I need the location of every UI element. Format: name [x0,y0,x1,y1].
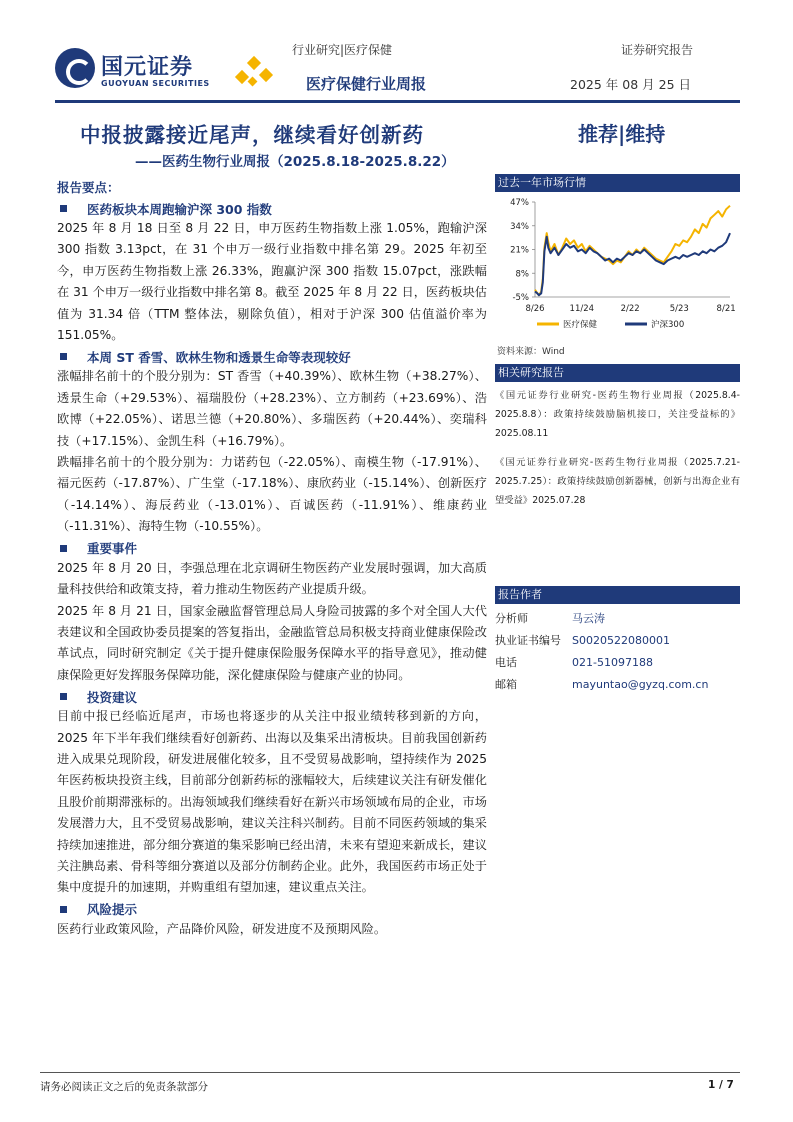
main-content [57,178,487,940]
author-heading: 报告作者 [495,586,740,604]
section-title: 风险提示 [87,902,138,918]
author-row [495,652,740,674]
report-title: 中报披露接近尾声，继续看好创新药 [80,123,424,147]
author-row [495,674,740,696]
x-tick-label: 8/21 [716,304,736,314]
report-author [495,586,740,696]
series-line [535,206,730,296]
author-field-label: 电话 [495,656,517,669]
legend-label: 沪深300 [651,320,685,330]
market-performance-chart [495,192,740,338]
logo-text-cn: 国元证券 [101,55,194,80]
author-phone: 021-51097188 [572,656,653,669]
section-title: 医药板块本周跑输沪深 300 指数 [87,201,272,217]
x-tick-label: 11/24 [569,304,595,314]
section-paragraph: 跌幅排名前十的个股分别为：力诺药包（-22.05%）、南模生物（-17.91%）、福元医药（-17.87%）、广生堂（-17.18%）、康欣药业（-15.14%）、创新医疗（-14.14%）、海辰药业（-13.01%）、百诚医药（-11.91%）、维康药业（-11.31%）、海特生物（-10.55%）。 [57,455,487,534]
section-title: 投资建议 [87,689,138,705]
company-logo [55,48,275,94]
author-name: 马云涛 [572,612,605,625]
report-date: 2025 年 08 月 25 日 [570,77,691,92]
section-title: 本周 ST 香雪、欧林生物和透景生命等表现较好 [87,349,351,365]
section-paragraph: 2025 年 8 月 18 日至 8 月 22 日，申万医药生物指数上涨 1.05%，跑输沪深 300 指数 3.13pct，在 31 个申万一级行业指数中排名第 29。2025 年初至今，申万医药生物指数上涨 26.33%，跑赢沪深 300 指数 15.07pct，涨跌幅在 31 个申万一级行业指数中排名第 8。截至 2025 年 8 月 22 日，医药板块估值为 31.34 倍（TTM 整体法，剔除负值），相对于沪深 300 估值溢价率为 151.05%。 [57,221,487,343]
report-series-title: 医疗保健行业周报 [306,75,427,93]
author-license: S0020522080001 [572,634,670,647]
y-tick-label: -5% [512,293,529,303]
y-tick-label: 34% [510,221,529,232]
logo-stars-icon [235,54,275,90]
chart-heading: 过去一年市场行情 [495,174,740,192]
square-bullet-icon [60,205,67,212]
footer-disclaimer: 请务必阅读正文之后的免责条款部分 [40,1081,208,1093]
x-tick-label: 2/22 [620,304,640,314]
logo-mark-icon [55,48,95,88]
section-paragraph: 目前中报已经临近尾声，市场也将逐步的从关注中报业绩转移到新的方向，2025 年下半年我们继续看好创新药、出海以及集采出清板块。目前我国创新药进入成果兑现阶段，研发进展催化较多，且不受贸易战影响，望持续作为 2025 年医药板块投资主线，目前部分创新药标的涨幅较大，后续建议关注有研发催化且股价前期滞涨标的。出海领域我们继续看好在新兴市场领域布局的企业，市场发展潜力大，且不受贸易战影响，建议关注科兴制药。目前不同医药领域的集采持续加速推进，部分细分赛道的集采影响已经出清，未来有望迎来新成长，建议关注腆岛素、骨科等细分赛道以及部分仿制药企业。此外，我国医药市场正处于集中度提升的加速期，并购重组有望加速，建议重点关注。 [57,709,487,895]
key-points-label: 报告要点： [57,180,120,195]
chart-source: 资料来源：Wind [497,347,565,357]
y-tick-label: 47% [510,198,529,208]
investment-rating: 推荐|维持 [578,122,666,146]
section-paragraph: 2025 年 8 月 21 日，国家金融监督管理总局人身险司披露的多个对全国人大代表建议和全国政协委员提案的答复指出，金融监管总局积极支持商业健康保险改革试点，同时研究制定《关于提升健康保险服务保障水平的指导意见》，推动健康保险更好发挥服务保障功能，深化健康保险与健康产业的协同。 [57,603,487,682]
section-paragraph: 2025 年 8 月 20 日，李强总理在北京调研生物医药产业发展时强调，加大高质量科技供给和政策支持，着力推动生物医药产业提质升级。 [57,560,487,597]
section-risk [57,900,487,940]
report-subtitle: ——医药生物行业周报（2025.8.18-2025.8.22） [135,154,455,170]
y-tick-label: 21% [510,245,529,256]
section-advice [57,687,487,899]
related-report-item[interactable]: 《国元证券行业研究-医药生物行业周报（2025.7.21-2025.7.25）：政策持续鼓励创新器械，创新与出海企业有望受益》2025.07.28 [495,457,740,506]
x-tick-label: 8/26 [525,304,545,314]
square-bullet-icon [60,545,67,552]
square-bullet-icon [60,906,67,913]
author-field-label: 分析师 [495,612,528,625]
square-bullet-icon [60,693,67,700]
author-email-link[interactable]: mayuntao@gyzq.com.cn [572,678,709,691]
x-tick-label: 5/23 [669,304,689,314]
author-field-label: 邮箱 [495,678,517,691]
legend-label: 医疗保健 [563,320,598,330]
report-category: 行业研究|医疗保健 [292,43,393,57]
header-divider [55,100,740,103]
related-research [495,364,740,510]
square-bullet-icon [60,353,67,360]
section-paragraph: 医药行业政策风险，产品降价风险，研发进度不及预期风险。 [57,921,387,936]
section-paragraph: 涨幅排名前十的个股分别为：ST 香雪（+40.39%）、欧林生物（+38.27%）、透景生命（+29.53%）、福瑞股份（+28.23%）、立方制药（+23.69%）、浩欧博（+22.05%）、诺思兰德（+20.80%）、多瑞医药（+20.44%）、奕瑞科技（+17.15%）、金凯生科（+16.79%）。 [57,369,487,448]
related-heading: 相关研究报告 [495,364,740,382]
y-tick-label: 8% [515,269,529,280]
related-report-item[interactable]: 《国元证券行业研究-医药生物行业周报（2025.8.4-2025.8.8）：政策持续鼓励脑机接口，关注受益标的》2025.08.11 [495,390,740,439]
footer-divider [40,1072,740,1073]
section-performance [57,199,487,346]
author-row [495,608,740,630]
section-events [57,539,487,686]
author-field-label: 执业证书编号 [495,634,561,647]
section-stocks [57,347,487,537]
page-number: 1 / 7 [708,1079,734,1091]
report-doc-type: 证券研究报告 [621,43,694,57]
section-title: 重要事件 [87,541,138,557]
logo-text-en: GUOYUAN SECURITIES [101,79,210,88]
author-row [495,630,740,652]
